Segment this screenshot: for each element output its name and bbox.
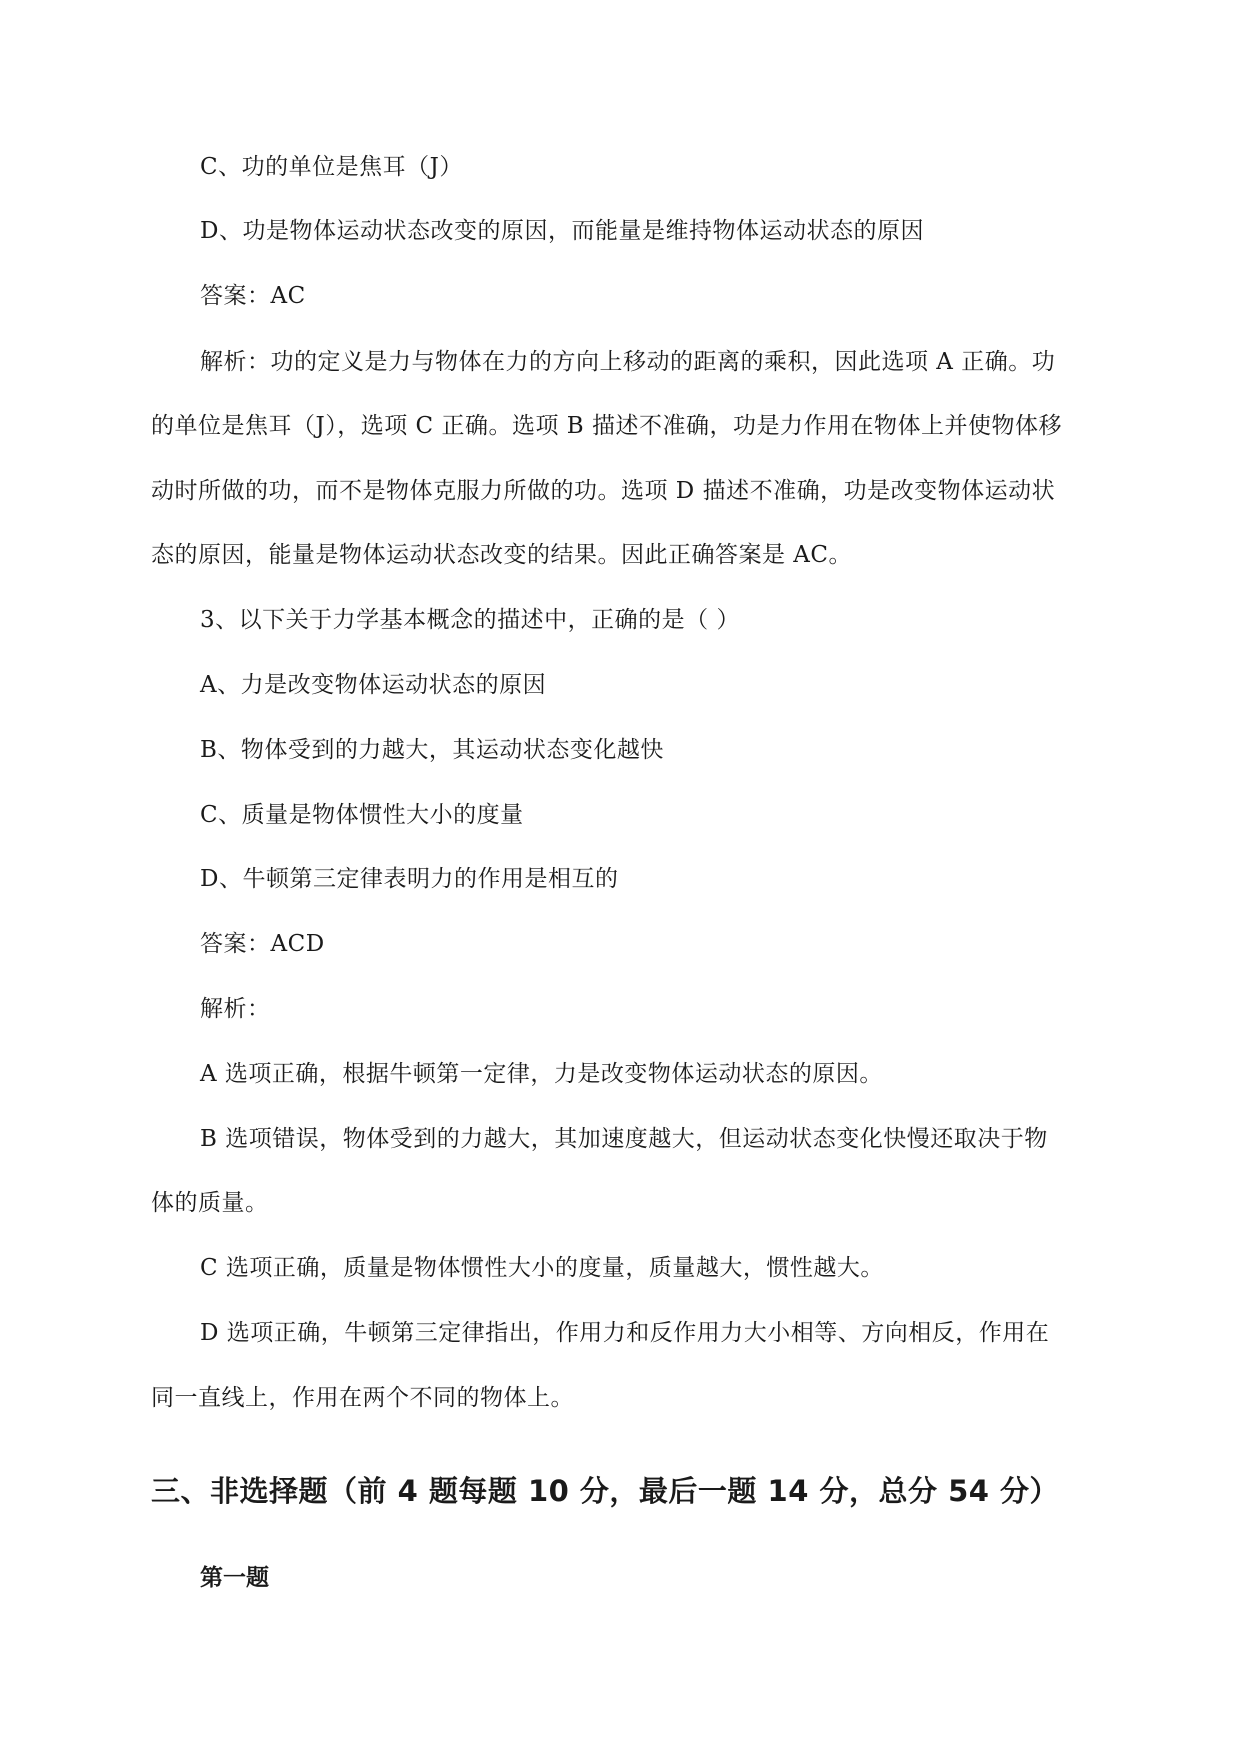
section-heading: 三、非选择题（前 4 题每题 10 分，最后一题 14 分，总分 54 分） (151, 1474, 1060, 1508)
q2-analysis-line: 解析：功的定义是力与物体在力的方向上移动的距离的乘积，因此选项 A 正确。功 (200, 349, 1056, 375)
q3-option-c: C、质量是物体惯性大小的度量 (200, 802, 524, 828)
q3-analysis-label: 解析： (200, 996, 271, 1022)
q3-explain-c: C 选项正确，质量是物体惯性大小的度量，质量越大，惯性越大。 (200, 1255, 884, 1281)
q2-answer: 答案：AC (200, 283, 306, 309)
q2-analysis-line: 的单位是焦耳（J），选项 C 正确。选项 B 描述不准确，功是力作用在物体上并使物体移 (151, 413, 1062, 439)
q3-explain-b-line: 体的质量。 (151, 1190, 269, 1216)
q3-explain-d-line: D 选项正确，牛顿第三定律指出，作用力和反作用力大小相等、方向相反，作用在 (200, 1320, 1050, 1346)
q3-explain-d-line: 同一直线上，作用在两个不同的物体上。 (151, 1385, 574, 1411)
q2-option-d: D、功是物体运动状态改变的原因，而能量是维持物体运动状态的原因 (200, 218, 924, 244)
q3-option-b: B、物体受到的力越大，其运动状态变化越快 (200, 737, 664, 763)
q3-explain-a: A 选项正确，根据牛顿第一定律，力是改变物体运动状态的原因。 (200, 1061, 883, 1087)
q3-question: 3、以下关于力学基本概念的描述中，正确的是（ ） (200, 607, 740, 633)
q2-analysis-line: 态的原因，能量是物体运动状态改变的结果。因此正确答案是 AC。 (151, 542, 853, 568)
q3-explain-b-line: B 选项错误，物体受到的力越大，其加速度越大，但运动状态变化快慢还取决于物 (200, 1126, 1048, 1152)
q3-option-a: A、力是改变物体运动状态的原因 (200, 672, 547, 698)
q2-option-c: C、功的单位是焦耳（J） (200, 154, 463, 180)
q3-answer: 答案：ACD (200, 931, 325, 957)
q2-analysis-line: 动时所做的功，而不是物体克服力所做的功。选项 D 描述不准确，功是改变物体运动状 (151, 478, 1056, 504)
q3-option-d: D、牛顿第三定律表明力的作用是相互的 (200, 866, 619, 892)
question-title: 第一题 (200, 1565, 269, 1591)
